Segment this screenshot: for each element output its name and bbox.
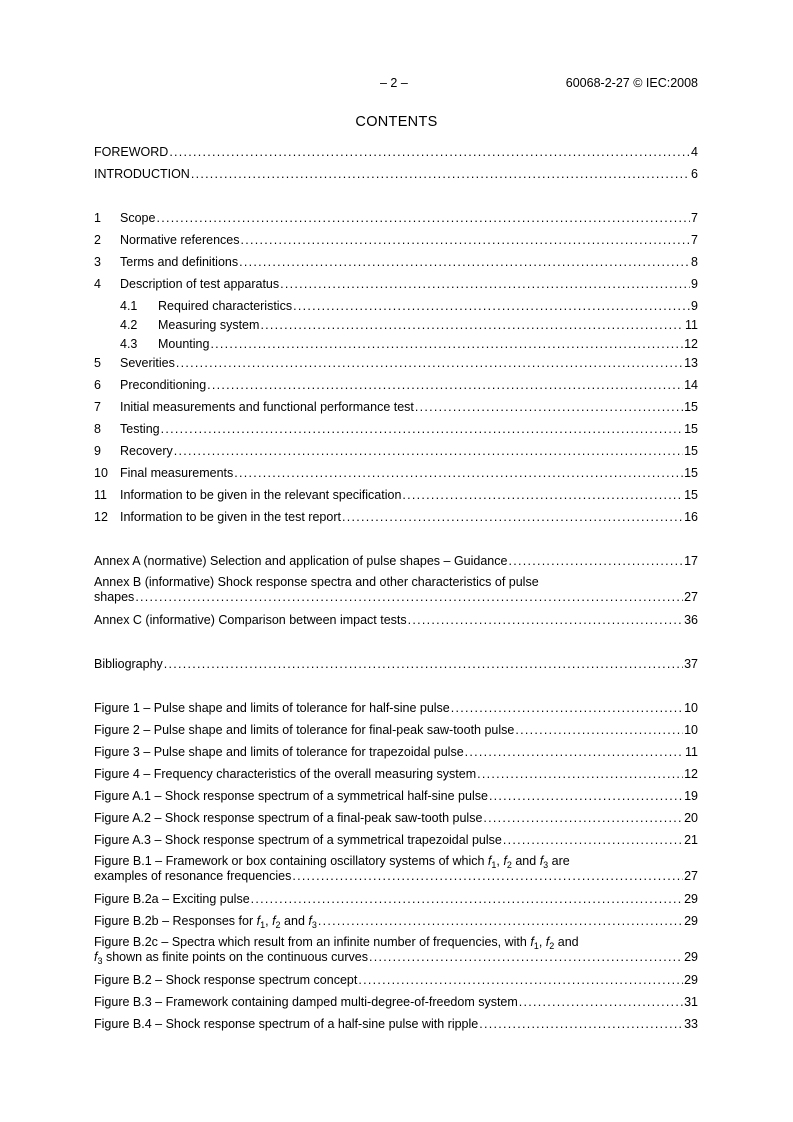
toc-entry-section[interactable]: 3 Terms and definitions . . . 8	[94, 255, 698, 270]
toc-entry-subsection[interactable]: 4.3 Mounting . . . 12	[120, 337, 698, 352]
toc-entry-section[interactable]: 2 Normative references . . . 7	[94, 233, 698, 248]
toc-entry-section[interactable]: 1 Scope . . . 7	[94, 211, 698, 226]
toc-entry-section[interactable]: 7 Initial measurements and functional performance test . . . 15	[94, 400, 698, 415]
toc-entry-figure[interactable]: Figure A.3 – Shock response spectrum of a symmetrical trapezoidal pulse . . . 21	[94, 833, 698, 848]
toc-entry-figure[interactable]: Figure A.1 – Shock response spectrum of a symmetrical half-sine pulse . . . 19	[94, 789, 698, 804]
toc-entry-section[interactable]: 5 Severities . . . 13	[94, 356, 698, 371]
toc-entry-figure[interactable]: Figure B.4 – Shock response spectrum of a half-sine pulse with ripple . . . 33	[94, 1017, 698, 1032]
toc-entry-section[interactable]: 6 Preconditioning . . . 14	[94, 378, 698, 393]
toc-entry-figure[interactable]: Figure 4 – Frequency characteristics of the overall measuring system . . . 12	[94, 767, 698, 782]
toc-entry-figure[interactable]: Figure B.2 – Shock response spectrum concept . . . 29	[94, 973, 698, 988]
toc-entry-figure[interactable]: Figure B.3 – Framework containing damped multi-degree-of-freedom system . . . 31	[94, 995, 698, 1010]
toc-entry-figure[interactable]: Figure 1 – Pulse shape and limits of tolerance for half-sine pulse . . . 10	[94, 701, 698, 716]
toc-entry-section[interactable]: 11 Information to be given in the relevant specification . . . 15	[94, 488, 698, 503]
toc-entry-introduction[interactable]: INTRODUCTION . . . 6	[94, 167, 698, 182]
toc-entry-figure[interactable]: Figure 3 – Pulse shape and limits of tolerance for trapezoidal pulse . . . 11	[94, 745, 698, 760]
toc-entry-section[interactable]: 8 Testing . . . 15	[94, 422, 698, 437]
toc-entry-subsection[interactable]: 4.2 Measuring system . . . 11	[120, 318, 698, 333]
page-title: CONTENTS	[355, 114, 438, 130]
toc-entry-figure[interactable]: Figure A.2 – Shock response spectrum of a final-peak saw-tooth pulse . . . 20	[94, 811, 698, 826]
toc-entry-section[interactable]: 12 Information to be given in the test report . . . 16	[94, 510, 698, 525]
toc-entry-figure[interactable]: Figure B.2c – Spectra which result from an infinite number of frequencies, with $f_1$, $f_2$ and $f_3$ shown as finite points on the continuous curves . . . 29	[94, 935, 698, 965]
document-reference: 60068-2-27 © IEC:2008	[565, 76, 698, 90]
toc-entry-subsection[interactable]: 4.1 Required characteristics . . . 9	[120, 299, 698, 314]
toc-entry-bibliography[interactable]: Bibliography . . . 37	[94, 657, 698, 672]
toc-entry-figure[interactable]: Figure B.1 – Framework or box containing oscillatory systems of which $f_1$, $f_2$ and $f_3$ are examples of resonance frequencies . . . 27	[94, 854, 698, 884]
toc-entry-section[interactable]: 10 Final measurements . . . 15	[94, 466, 698, 481]
toc-entry-section[interactable]: 9 Recovery . . . 15	[94, 444, 698, 459]
toc-entry-foreword[interactable]: FOREWORD . . . 4	[94, 145, 698, 160]
page-number: – 2 –	[380, 76, 408, 90]
toc-entry-figure[interactable]: Figure B.2a – Exciting pulse . . . 29	[94, 892, 698, 907]
toc-entry-annex-a[interactable]: Annex A (normative) Selection and application of pulse shapes – Guidance . . . 17	[94, 554, 698, 569]
toc-entry-section[interactable]: 4 Description of test apparatus . . . 9	[94, 277, 698, 292]
toc-entry-figure[interactable]: Figure 2 – Pulse shape and limits of tolerance for final-peak saw-tooth pulse . . . 10	[94, 723, 698, 738]
toc-entry-figure[interactable]: Figure B.2b – Responses for $f_1$, $f_2$ and $f_3$ . . . 29	[94, 914, 698, 929]
toc-entry-annex-b[interactable]: Annex B (informative) Shock response spectra and other characteristics of pulse shapes . . . 27	[94, 575, 698, 605]
toc-entry-annex-c[interactable]: Annex C (informative) Comparison between impact tests . . . 36	[94, 613, 698, 628]
